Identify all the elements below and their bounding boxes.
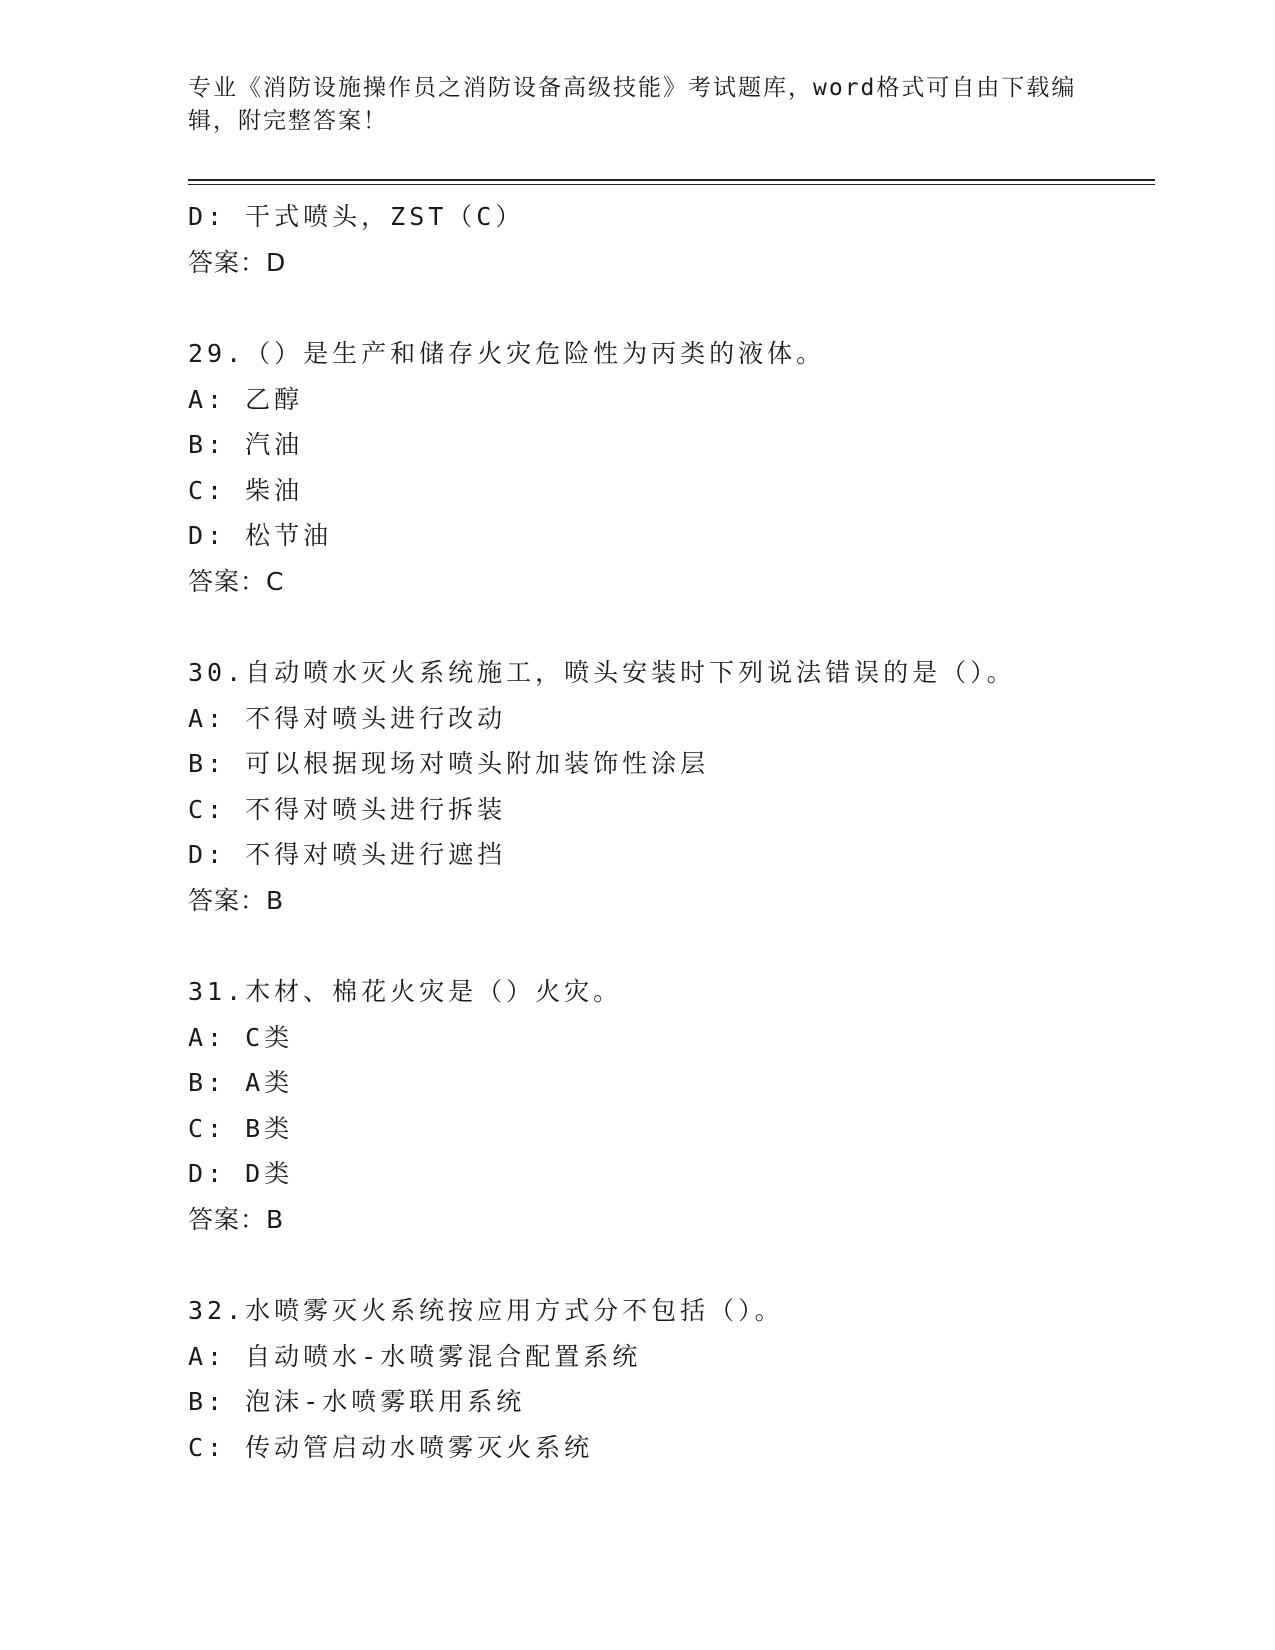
option-a: A: C类 [188, 1022, 294, 1052]
question-list [188, 194, 1155, 1470]
option-a: A: 不得对喷头进行改动 [188, 703, 507, 733]
answer-line: 答案：B [188, 1204, 285, 1234]
option-b: B: 泡沫-水喷雾联用系统 [188, 1387, 526, 1416]
option-d: D: 干式喷头，ZST（C） [188, 202, 525, 231]
option-b: B: A类 [188, 1068, 294, 1097]
answer-line: 答案：D [188, 247, 287, 277]
header-divider-thick [188, 179, 1155, 181]
option-a: A: 自动喷水-水喷雾混合配置系统 [188, 1341, 642, 1371]
question-stem: 32.水喷雾灭火系统按应用方式分不包括（）。 [188, 1296, 784, 1325]
option-c: C: B类 [188, 1113, 294, 1143]
option-d: D: 不得对喷头进行遮挡 [188, 840, 507, 869]
question-32 [188, 1288, 1155, 1470]
option-b: B: 可以根据现场对喷头附加装饰性涂层 [188, 749, 710, 778]
answer-line: 答案：B [188, 885, 285, 915]
question-31 [188, 969, 1155, 1242]
question-stem: 31.木材、棉花火灾是（）火灾。 [188, 977, 623, 1006]
question-28-tail [188, 194, 1155, 285]
question-stem: 29.（）是生产和储存火灾危险性为丙类的液体。 [188, 339, 826, 368]
spacer [188, 604, 1155, 650]
header-line-1: 专业《消防设施操作员之消防设备高级技能》考试题库，word格式可自由下载编 [188, 75, 1077, 101]
header-divider-thin [188, 184, 1155, 185]
option-b: B: 汽油 [188, 430, 304, 459]
option-d: D: D类 [188, 1159, 294, 1188]
answer-line: 答案：C [188, 566, 285, 596]
option-c: C: 不得对喷头进行拆装 [188, 794, 507, 824]
header-line-2: 辑，附完整答案！ [188, 108, 388, 134]
question-30 [188, 650, 1155, 923]
option-c: C: 传动管启动水喷雾灭火系统 [188, 1432, 594, 1462]
spacer [188, 1242, 1155, 1288]
spacer [188, 285, 1155, 331]
spacer [188, 923, 1155, 969]
option-a: A: 乙醇 [188, 384, 304, 414]
option-d: D: 松节油 [188, 521, 333, 550]
option-c: C: 柴油 [188, 475, 304, 505]
question-29 [188, 331, 1155, 604]
document-header [188, 72, 1088, 138]
question-stem: 30.自动喷水灭火系统施工，喷头安装时下列说法错误的是（）。 [188, 658, 1016, 687]
